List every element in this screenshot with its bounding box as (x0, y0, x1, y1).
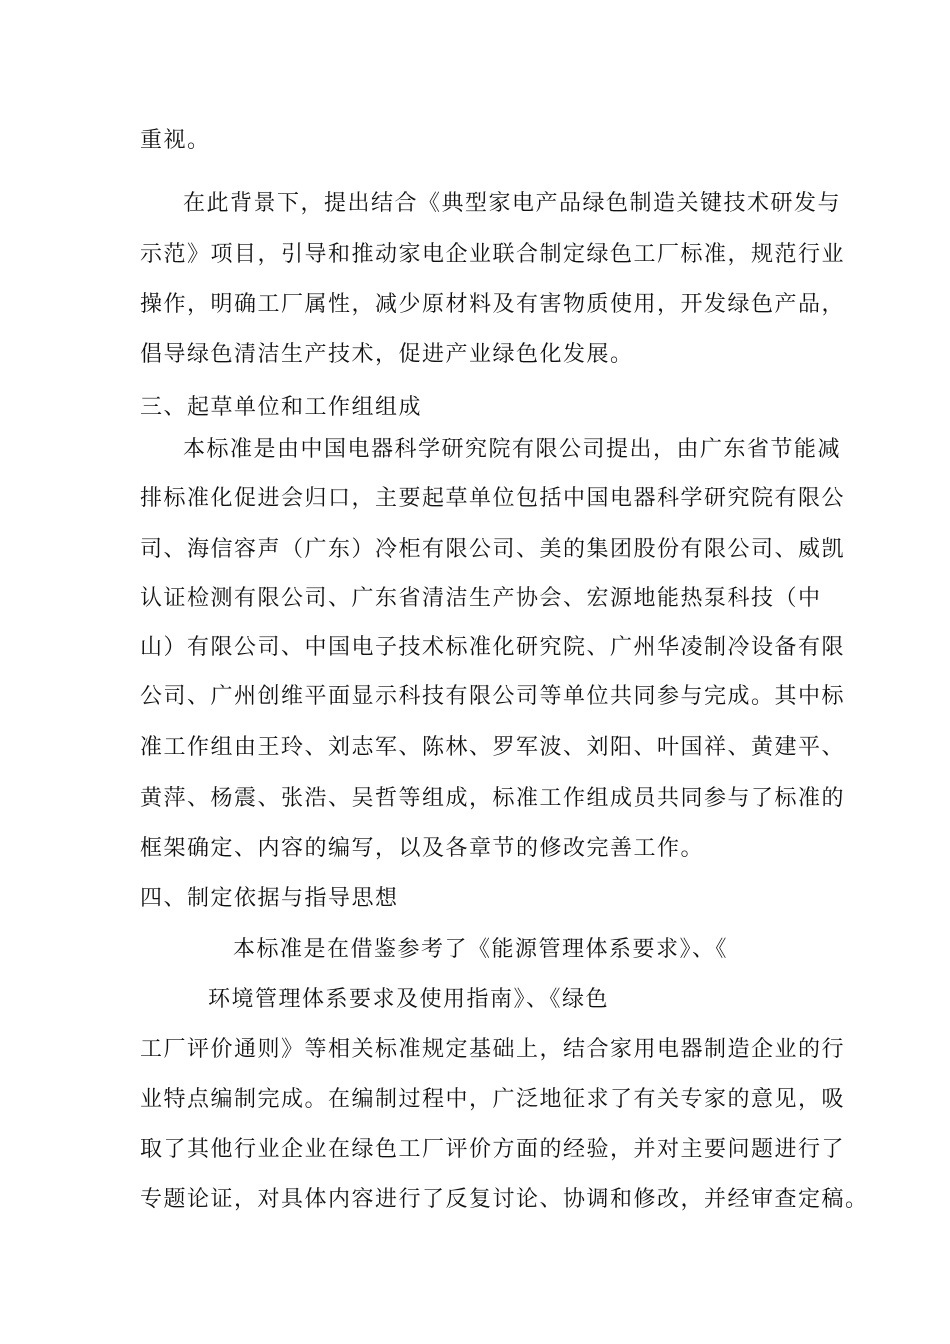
paragraph-line: 排标准化促进会归口，主要起草单位包括中国电器科学研究院有限公 (140, 486, 846, 511)
paragraph-line: 重视。 (140, 128, 211, 153)
paragraph-line: 业特点编制完成。在编制过程中，广泛地征求了有关专家的意见，吸 (140, 1087, 846, 1112)
paragraph-line: 在此背景下，提出结合《典型家电产品绿色制造关键技术研发与 (183, 191, 842, 216)
paragraph-line: 本标准是由中国电器科学研究院有限公司提出，由广东省节能减 (183, 437, 842, 462)
paragraph-line: 环境管理体系要求及使用指南》、《绿色 (208, 987, 610, 1012)
paragraph-line: 示范》项目，引导和推动家电企业联合制定绿色工厂标准，规范行业 (140, 242, 846, 267)
paragraph-line: 工厂评价通则》等相关标准规定基础上，结合家用电器制造企业的行 (140, 1037, 846, 1062)
paragraph-line: 山）有限公司、中国电子技术标准化研究院、广州华凌制冷设备有限 (140, 635, 846, 660)
paragraph-line: 准工作组由王玲、刘志军、陈林、罗军波、刘阳、叶国祥、黄建平、 (140, 735, 846, 760)
paragraph-line: 取了其他行业企业在绿色工厂评价方面的经验，并对主要问题进行了 (140, 1137, 846, 1162)
paragraph-line: 黄萍、杨震、张浩、吴哲等组成，标准工作组成员共同参与了标准的 (140, 786, 846, 811)
paragraph-line: 倡导绿色清洁生产技术，促进产业绿色化发展。 (140, 342, 634, 367)
paragraph-line: 操作，明确工厂属性，减少原材料及有害物质使用，开发绿色产品， (140, 292, 846, 317)
section-heading: 四、制定依据与指导思想 (140, 886, 399, 911)
paragraph-line: 公司、广州创维平面显示科技有限公司等单位共同参与完成。其中标 (140, 684, 846, 709)
paragraph-line: 司、海信容声（广东）冷柜有限公司、美的集团股份有限公司、威凯 (140, 537, 846, 562)
paragraph-line: 框架确定、内容的编写，以及各章节的修改完善工作。 (140, 836, 705, 861)
paragraph-line: 专题论证，对具体内容进行了反复讨论、协调和修改，并经审查定稿。 (140, 1187, 869, 1212)
paragraph-line: 本标准是在借鉴参考了《能源管理体系要求》、《 (233, 937, 729, 962)
paragraph-line: 认证检测有限公司、广东省清洁生产协会、宏源地能热泵科技（中 (140, 586, 822, 611)
section-heading: 三、起草单位和工作组组成 (140, 395, 423, 420)
